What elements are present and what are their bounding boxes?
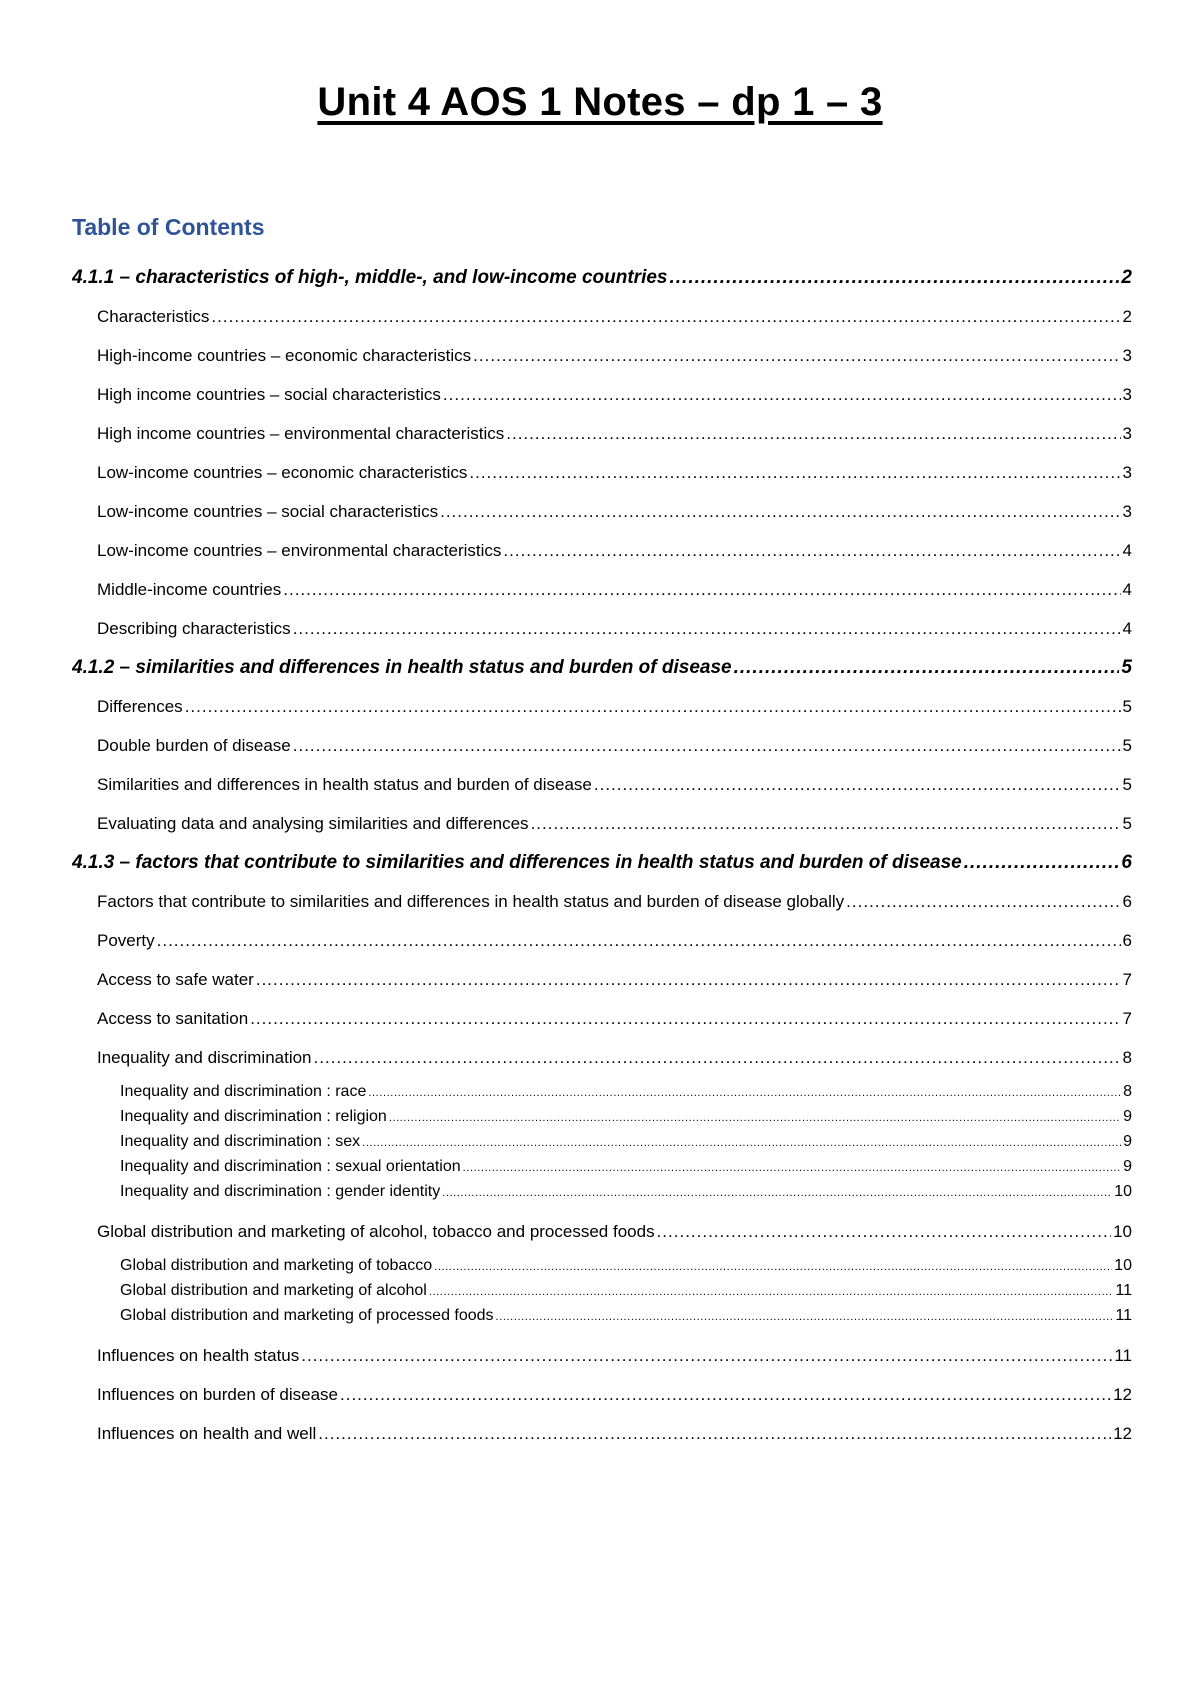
toc-page-number: 3 <box>1122 385 1132 404</box>
toc-entry-label: Describing characteristics <box>97 619 291 638</box>
toc-entry-level-2[interactable] <box>72 453 1132 492</box>
toc-entry-level-2[interactable] <box>72 687 1132 726</box>
toc-entry-label: Influences on burden of disease <box>97 1385 339 1404</box>
toc-dot-leader <box>594 765 1121 804</box>
toc-entry-label: Similarities and differences in health status and burden of disease <box>97 775 592 794</box>
toc-page-number: 6 <box>1122 892 1132 911</box>
toc-entry-label: Access to safe water <box>97 970 254 989</box>
toc-dot-leader <box>734 648 1120 687</box>
toc-entry-label: Low-income countries – social characteristics <box>97 502 439 521</box>
toc-page-number: 8 <box>1122 1048 1132 1067</box>
toc-entry-level-1[interactable] <box>72 258 1132 297</box>
toc-entry-label: High income countries – environmental characteristics <box>97 424 505 443</box>
toc-entry-level-2[interactable] <box>72 1414 1132 1453</box>
toc-entry-label: Evaluating data and analysing similarities and differences <box>97 814 529 833</box>
toc-dot-leader <box>473 336 1120 375</box>
toc-entry-level-3[interactable] <box>72 1278 1132 1303</box>
toc-entry-level-2[interactable] <box>72 1375 1132 1414</box>
toc-entry-level-3[interactable] <box>72 1253 1132 1278</box>
toc-page-number: 8 <box>1123 1083 1132 1100</box>
toc-entry-level-2[interactable] <box>72 1212 1132 1251</box>
toc-dot-leader <box>964 843 1120 882</box>
toc-dot-leader <box>496 1305 1114 1328</box>
toc-entry-label: Differences <box>97 697 183 716</box>
toc-entry-level-2[interactable] <box>72 999 1132 1038</box>
toc-page-number: 5 <box>1122 775 1132 794</box>
toc-entry-label: Poverty <box>97 931 155 950</box>
toc-page-number: 6 <box>1121 852 1132 873</box>
toc-dot-leader <box>314 1038 1121 1077</box>
toc-entry-label: Influences on health and well <box>97 1424 317 1443</box>
toc-page-number: 9 <box>1123 1133 1132 1150</box>
toc-dot-leader <box>256 960 1121 999</box>
document-title: Unit 4 AOS 1 Notes – dp 1 – 3 <box>317 80 883 124</box>
toc-entry-label: 4.1.2 – similarities and differences in health status and burden of disease <box>72 657 732 678</box>
toc-page-number: 3 <box>1122 346 1132 365</box>
toc-entry-level-2[interactable] <box>72 1336 1132 1375</box>
toc-page-number: 10 <box>1114 1257 1132 1274</box>
toc-entry-label: Global distribution and marketing of tobacco <box>120 1257 433 1274</box>
toc-entry-level-3[interactable] <box>72 1179 1132 1204</box>
toc-entry-label: Global distribution and marketing of alcohol, tobacco and processed foods <box>97 1222 655 1241</box>
toc-dot-leader <box>669 258 1119 297</box>
toc-page-number: 3 <box>1122 463 1132 482</box>
toc-entry-label: High income countries – social characteristics <box>97 385 441 404</box>
toc-entry-level-2[interactable] <box>72 882 1132 921</box>
toc-dot-leader <box>531 804 1121 843</box>
toc-page-number: 11 <box>1115 1307 1132 1324</box>
toc-entry-level-2[interactable] <box>72 492 1132 531</box>
toc-entry-level-2[interactable] <box>72 609 1132 648</box>
toc-page-number: 5 <box>1121 657 1132 678</box>
toc-entry-level-1[interactable] <box>72 843 1132 882</box>
toc-page-number: 4 <box>1122 580 1132 599</box>
toc-entry-label: Factors that contribute to similarities and differences in health status and burden of disease globally <box>97 892 845 911</box>
toc-dot-leader <box>443 375 1121 414</box>
toc-entry-label: Global distribution and marketing of processed foods <box>120 1307 494 1324</box>
toc-page-number: 4 <box>1122 619 1132 638</box>
toc-page-number: 11 <box>1114 1346 1132 1365</box>
toc-entry-label: Inequality and discrimination : sex <box>120 1133 361 1150</box>
toc-page-number: 5 <box>1122 814 1132 833</box>
toc-dot-leader <box>429 1280 1114 1303</box>
toc-dot-leader <box>185 687 1121 726</box>
toc-entry-label: Inequality and discrimination : sexual orientation <box>120 1158 461 1175</box>
toc-dot-leader <box>846 882 1120 921</box>
toc-page-number: 2 <box>1122 307 1132 326</box>
toc-dot-leader <box>340 1375 1111 1414</box>
toc-page-number: 3 <box>1122 424 1132 443</box>
toc-dot-leader <box>440 492 1120 531</box>
toc-entry-label: Middle-income countries <box>97 580 282 599</box>
toc-entry-label: 4.1.3 – factors that contribute to similarities and differences in health status and burden of disease <box>72 852 962 873</box>
toc-page-number: 5 <box>1122 697 1132 716</box>
toc-entry-level-2[interactable] <box>72 960 1132 999</box>
toc-page-number: 6 <box>1122 931 1132 950</box>
toc-entry-label: Global distribution and marketing of alcohol <box>120 1282 427 1299</box>
toc-entry-label: Low-income countries – environmental characteristics <box>97 541 502 560</box>
toc-entry-level-3[interactable] <box>72 1079 1132 1104</box>
toc-entry-level-2[interactable] <box>72 414 1132 453</box>
toc-dot-leader <box>301 1336 1112 1375</box>
toc-dot-leader <box>469 453 1120 492</box>
toc-entry-level-2[interactable] <box>72 804 1132 843</box>
toc-dot-leader <box>506 414 1120 453</box>
toc-entry-label: Access to sanitation <box>97 1009 249 1028</box>
toc-dot-leader <box>250 999 1120 1038</box>
toc-entry-level-2[interactable] <box>72 1038 1132 1077</box>
toc-heading: Table of Contents <box>72 214 265 240</box>
toc-entry-label: Influences on health status <box>97 1346 300 1365</box>
toc-entry-level-2[interactable] <box>72 375 1132 414</box>
toc-entry-level-2[interactable] <box>72 726 1132 765</box>
toc-page-number: 3 <box>1122 502 1132 521</box>
toc-page-number: 4 <box>1122 541 1132 560</box>
toc-dot-leader <box>657 1212 1112 1251</box>
toc-page-number: 7 <box>1122 970 1132 989</box>
toc-dot-leader <box>318 1414 1111 1453</box>
toc-page-number: 5 <box>1122 736 1132 755</box>
toc-dot-leader <box>442 1181 1112 1204</box>
toc-entry-level-2[interactable] <box>72 921 1132 960</box>
toc-entry-level-2[interactable] <box>72 531 1132 570</box>
toc-page-number: 10 <box>1114 1183 1132 1200</box>
toc-dot-leader <box>293 726 1121 765</box>
toc-entry-level-3[interactable] <box>72 1154 1132 1179</box>
toc-entry-level-3[interactable] <box>72 1129 1132 1154</box>
toc-entry-level-2[interactable] <box>72 570 1132 609</box>
toc-entry-label: Inequality and discrimination <box>97 1048 312 1067</box>
toc-entry-level-3[interactable] <box>72 1104 1132 1129</box>
toc-dot-leader <box>362 1131 1121 1154</box>
toc-dot-leader <box>211 297 1120 336</box>
toc-entry-level-2[interactable] <box>72 765 1132 804</box>
toc-entry-label: 4.1.1 – characteristics of high-, middle-, and low-income countries <box>72 267 668 288</box>
toc-dot-leader <box>434 1255 1112 1278</box>
toc-page-number: 9 <box>1123 1108 1132 1125</box>
toc-dot-leader <box>293 609 1121 648</box>
toc-dot-leader <box>463 1156 1121 1179</box>
toc-dot-leader <box>389 1106 1121 1129</box>
toc-entry-label: Double burden of disease <box>97 736 291 755</box>
toc-page-number: 12 <box>1113 1385 1132 1404</box>
toc-dot-leader <box>503 531 1120 570</box>
toc-page-number: 12 <box>1113 1424 1132 1443</box>
toc-dot-leader <box>157 921 1121 960</box>
toc-entry-level-2[interactable] <box>72 297 1132 336</box>
toc-page-number: 2 <box>1121 267 1132 288</box>
toc-entry-label: Low-income countries – economic characteristics <box>97 463 468 482</box>
toc-entry-label: Inequality and discrimination : religion <box>120 1108 387 1125</box>
toc-entry-label: High-income countries – economic characteristics <box>97 346 472 365</box>
toc-page-number: 7 <box>1122 1009 1132 1028</box>
toc-entry-label: Inequality and discrimination : race <box>120 1083 367 1100</box>
toc-entry-label: Characteristics <box>97 307 210 326</box>
toc-dot-leader <box>283 570 1120 609</box>
toc-entry-level-3[interactable] <box>72 1303 1132 1328</box>
toc-dot-leader <box>368 1081 1121 1104</box>
toc-entry-level-2[interactable] <box>72 336 1132 375</box>
toc-entry-label: Inequality and discrimination : gender identity <box>120 1183 441 1200</box>
toc-page-number: 10 <box>1113 1222 1132 1241</box>
table-of-contents <box>72 258 1132 1453</box>
toc-entry-level-1[interactable] <box>72 648 1132 687</box>
toc-page-number: 11 <box>1115 1282 1132 1299</box>
toc-page-number: 9 <box>1123 1158 1132 1175</box>
